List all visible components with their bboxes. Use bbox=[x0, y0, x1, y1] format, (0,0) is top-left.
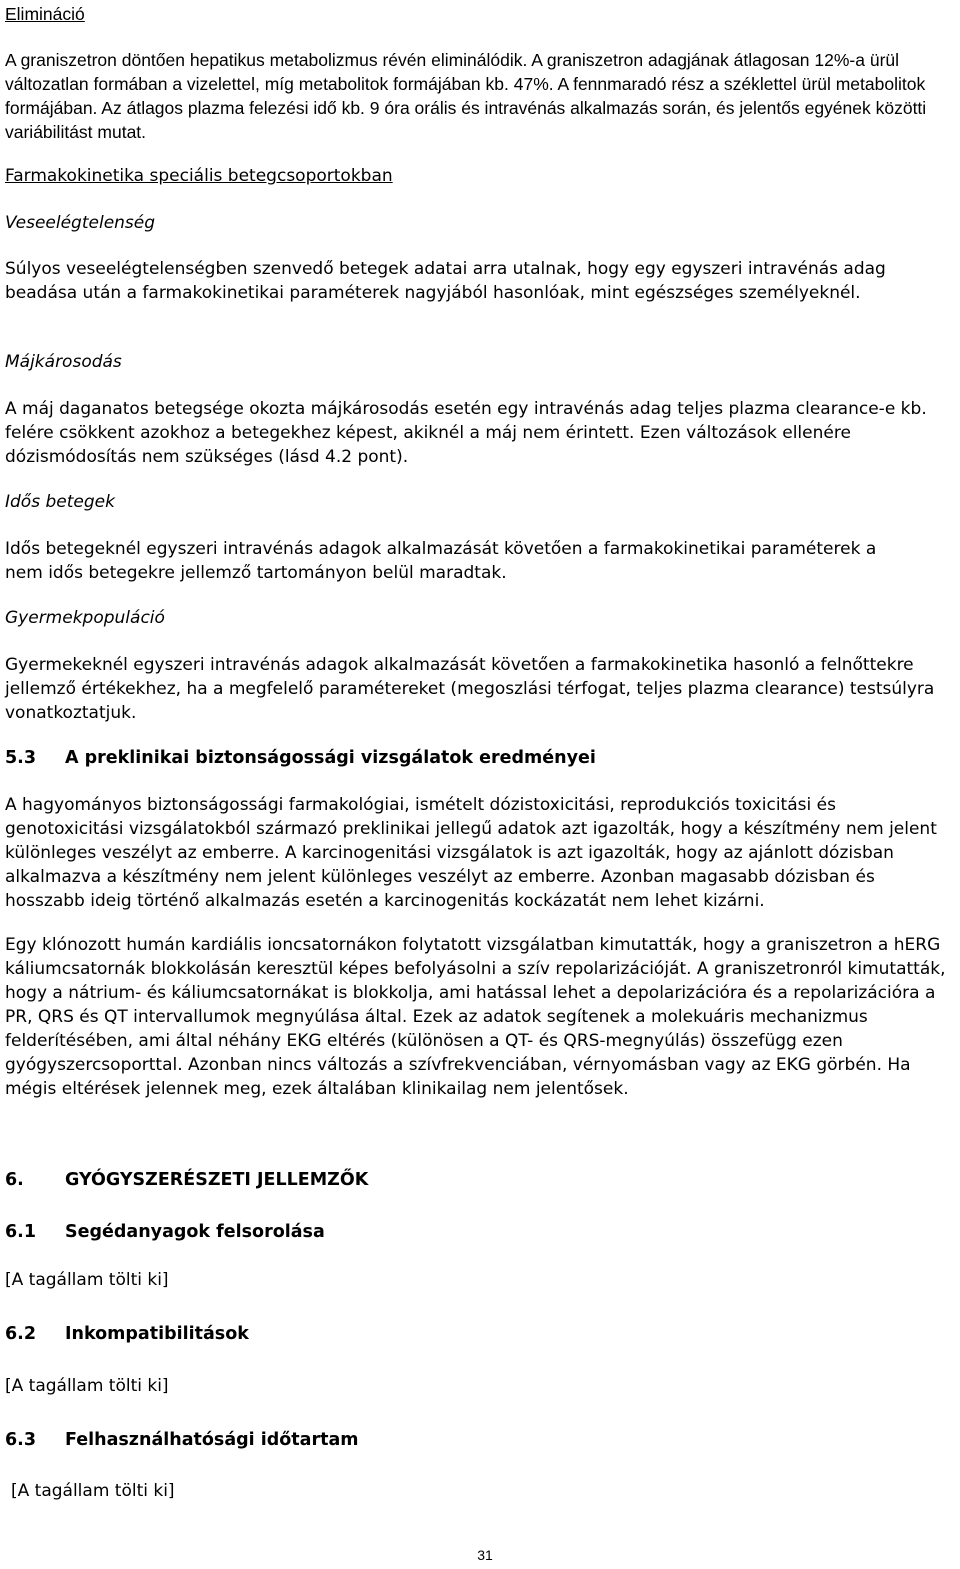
section-6-3-heading bbox=[5, 1428, 359, 1452]
section-5-3-paragraph-2: Egy klónozott humán kardiális ioncsatornákon folytatott vizsgálatban kimutatták, hogy a graniszetron a hERG káliumcsatornák blokkolásán keresztül képes befolyásolni a szív repolarizációját. A graniszetronról kimutatták, hogy a nátrium- és káliumcsatornákat is blokkolja, ami hatással lehet a depolarizációra és a repolarizációra a PR, QRS és QT intervallumok megnyúlása által. Ezek az adatok segítenek a molekuáris mechanizmus felderítésében, ami által néhány EKG eltérés (különösen a QT- és QRS-megnyúlás) összefügg ezen gyógyszercsoporttal. Azonban nincs változás a szívfrekvenciában, vérnyomásban vagy az EKG görbén. Ha mégis eltérések jelennek meg, ezek általában klinikailag nem jelentősek. bbox=[5, 935, 946, 1099]
elimination-heading: Elimináció bbox=[5, 4, 85, 24]
section-5-3-heading bbox=[5, 746, 596, 770]
hepatic-paragraph: A máj daganatos betegsége okozta májkárosodás esetén egy intravénás adag teljes plazma clearance-e kb. felére csökkent azokhoz a betegekhez képest, akiknél a máj nem érintett. Ezen változások ellenére dózismódosítás nem szükséges (lásd 4.2 pont). bbox=[5, 399, 927, 467]
section-6-2-title: Inkompatibilitások bbox=[65, 1324, 249, 1344]
elimination-paragraph: A graniszetron döntően hepatikus metabolizmus révén eliminálódik. A graniszetron adagjának átlagosan 12%-a ürül változatlan formában a vizelettel, míg metabolitok formájában kb. 47%. A fennmaradó rész a széklettel ürül metabolitok formájában. Az átlagos plazma felezési idő kb. 9 óra orális és intravénás alkalmazás során, és jelentős egyének közötti variábilitást mutat. bbox=[5, 50, 927, 142]
section-6-2-heading bbox=[5, 1322, 249, 1346]
renal-paragraph: Súlyos veseelégtelenségben szenvedő betegek adatai arra utalnak, hogy egy egyszeri intravénás adag beadása után a farmakokinetikai paraméterek nagyjából hasonlóak, mint egészséges személyeknél. bbox=[5, 259, 886, 303]
elderly-heading: Idős betegek bbox=[5, 492, 115, 512]
page-number: 31 bbox=[477, 1547, 493, 1563]
section-6-2-number: 6.2 bbox=[5, 1324, 37, 1344]
special-groups-heading: Farmakokinetika speciális betegcsoportokban bbox=[5, 166, 393, 186]
section-5-3-number: 5.3 bbox=[5, 748, 37, 768]
section-6-3-text: [A tagállam tölti ki] bbox=[11, 1481, 175, 1501]
elderly-paragraph: Idős betegeknél egyszeri intravénás adagok alkalmazását követően a farmakokinetikai paraméterek a nem idős betegekre jellemző tartományon belül maradtak. bbox=[5, 539, 877, 583]
section-6-1-heading bbox=[5, 1220, 325, 1244]
section-6-1-number: 6.1 bbox=[5, 1222, 37, 1242]
section-6-3-number: 6.3 bbox=[5, 1430, 37, 1450]
section-5-3-title: A preklinikai biztonságossági vizsgálatok eredményei bbox=[65, 748, 596, 768]
section-6-3-title: Felhasználhatósági időtartam bbox=[65, 1430, 359, 1450]
pediatric-heading: Gyermekpopuláció bbox=[5, 608, 165, 628]
section-6-1-title: Segédanyagok felsorolása bbox=[65, 1222, 325, 1242]
renal-heading: Veseelégtelenség bbox=[5, 213, 156, 233]
section-6-2-text: [A tagállam tölti ki] bbox=[5, 1376, 169, 1396]
hepatic-heading: Májkárosodás bbox=[5, 352, 122, 372]
section-6-heading bbox=[5, 1168, 368, 1192]
pediatric-paragraph: Gyermekeknél egyszeri intravénás adagok alkalmazását követően a farmakokinetika hasonló a felnőttekre jellemző értékekhez, ha a megfelelő paramétereket (megoszlási térfogat, teljes plazma clearance) testsúlyra vonatkoztatjuk. bbox=[5, 655, 935, 723]
section-6-title: GYÓGYSZERÉSZETI JELLEMZŐK bbox=[65, 1170, 369, 1190]
section-6-number: 6. bbox=[5, 1170, 24, 1190]
section-5-3-paragraph-1: A hagyományos biztonságossági farmakológiai, ismételt dózistoxicitási, reprodukciós toxicitási és genotoxicitási vizsgálatokból származó preklinikai jellegű adatok azt igazolták, hogy a készítmény nem jelent különleges veszélyt az emberre. A karcinogenitási vizsgálatok is azt igazolták, hogy az ajánlott dózisban alkalmazva a készítmény nem jelent különleges veszélyt az emberre. Azonban magasabb dózisban és hosszabb ideig történő alkalmazás esetén a karcinogenitás kockázatát nem lehet kizárni. bbox=[5, 795, 937, 911]
section-6-1-text: [A tagállam tölti ki] bbox=[5, 1270, 169, 1290]
